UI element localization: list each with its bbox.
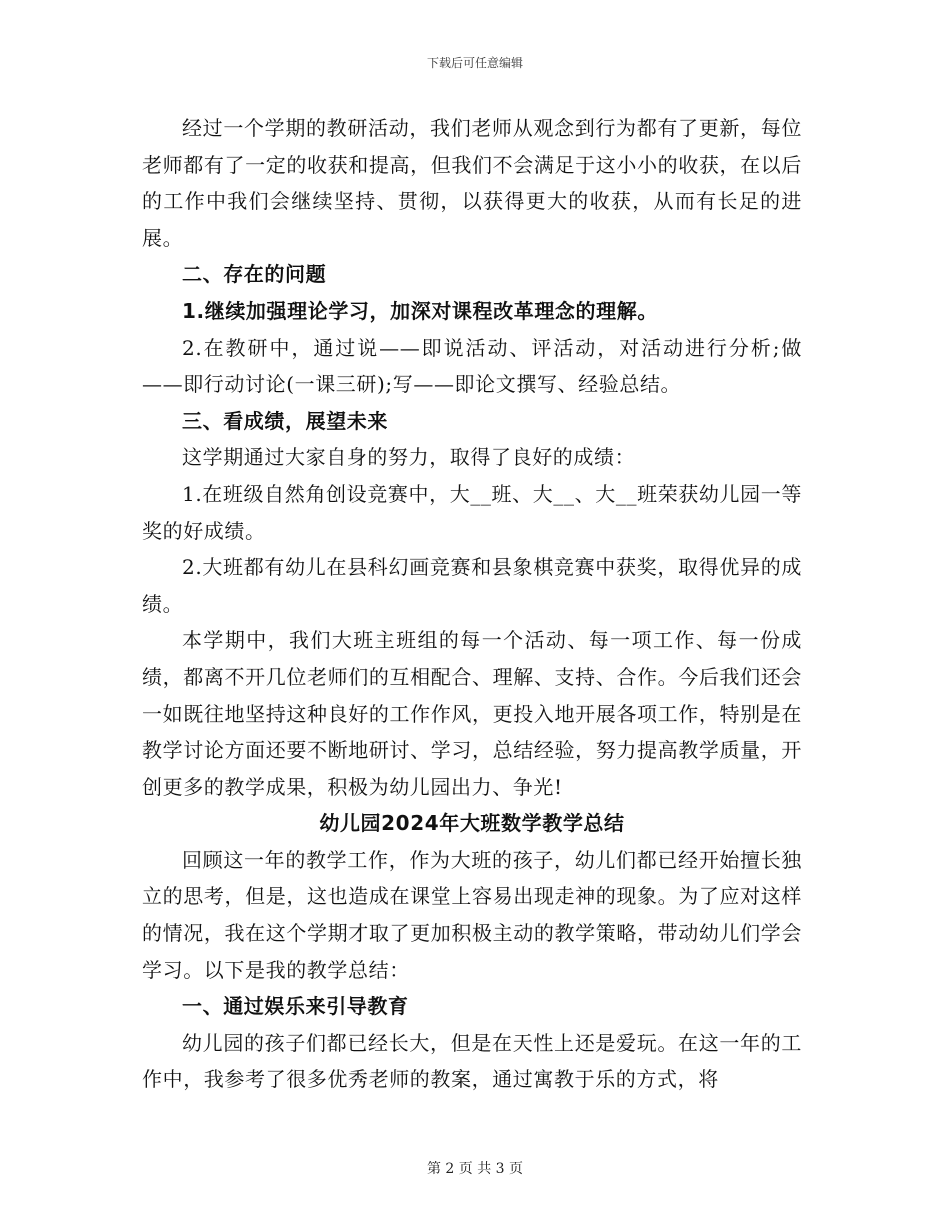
achievement-item-1: 1.在班级自然角创设竞赛中，大__班、大__、大__班荣获幼儿园一等奖的好成绩。 xyxy=(142,481,802,543)
paragraph-summary: 经过一个学期的教研活动，我们老师从观念到行为都有了更新，每位老师都有了一定的收获和提高，但我们不会满足于这小小的收获，在以后的工作中我们会继续坚持、贯彻，以获得更大的收获，从而有长足的进展。 xyxy=(142,116,802,250)
achievement-item-2: 2.大班都有幼儿在县科幻画竞赛和县象棋竞赛中获奖，取得优异的成绩。 xyxy=(142,555,802,616)
document-body xyxy=(142,110,802,1098)
problem-item-1: 1.继续加强理论学习，加深对课程改革理念的理解。 xyxy=(182,298,658,323)
section-heading-problems: 二、存在的问题 xyxy=(182,262,327,287)
paragraph-achievements-intro: 这学期通过大家自身的努力，取得了良好的成绩： xyxy=(182,445,636,470)
section-heading-entertainment: 一、通过娱乐来引导教育 xyxy=(182,994,409,1019)
paragraph-review: 回顾这一年的教学工作，作为大班的孩子，幼儿们都已经开始擅长独立的思考，但是，这也造成在课堂上容易出现走神的现象。为了应对这样的情况，我在这个学期才取了更加积极主动的教学策略，带动幼儿们学会学习。以下是我的教学总结： xyxy=(142,847,802,982)
paragraph-outlook: 本学期中，我们大班主班组的每一个活动、每一项工作、每一份成绩，都离不开几位老师们的互相配合、理解、支持、合作。今后我们还会一如既往地坚持这种良好的工作作风，更投入地开展各项工作，特别是在教学讨论方面还要不断地研讨、学习，总结经验，努力提高教学质量，开创更多的教学成果，积极为幼儿园出力、争光! xyxy=(142,628,802,799)
document-title-math-summary: 幼儿园2024年大班数学教学总结 xyxy=(319,811,625,836)
section-heading-achievements: 三、看成绩，展望未来 xyxy=(182,408,388,433)
problem-item-2: 2.在教研中，通过说——即说活动、评活动，对活动进行分析;做——即行动讨论(一课三研);写——即论文撰写、经验总结。 xyxy=(142,335,802,397)
paragraph-entertainment: 幼儿园的孩子们都已经长大，但是在天性上还是爱玩。在这一年的工作中，我参考了很多优秀老师的教案，通过寓教于乐的方式，将 xyxy=(142,1030,802,1092)
page-header-note: 下载后可任意编辑 xyxy=(426,56,523,70)
page-number-indicator: 第 2 页 共 3 页 xyxy=(426,1161,524,1177)
